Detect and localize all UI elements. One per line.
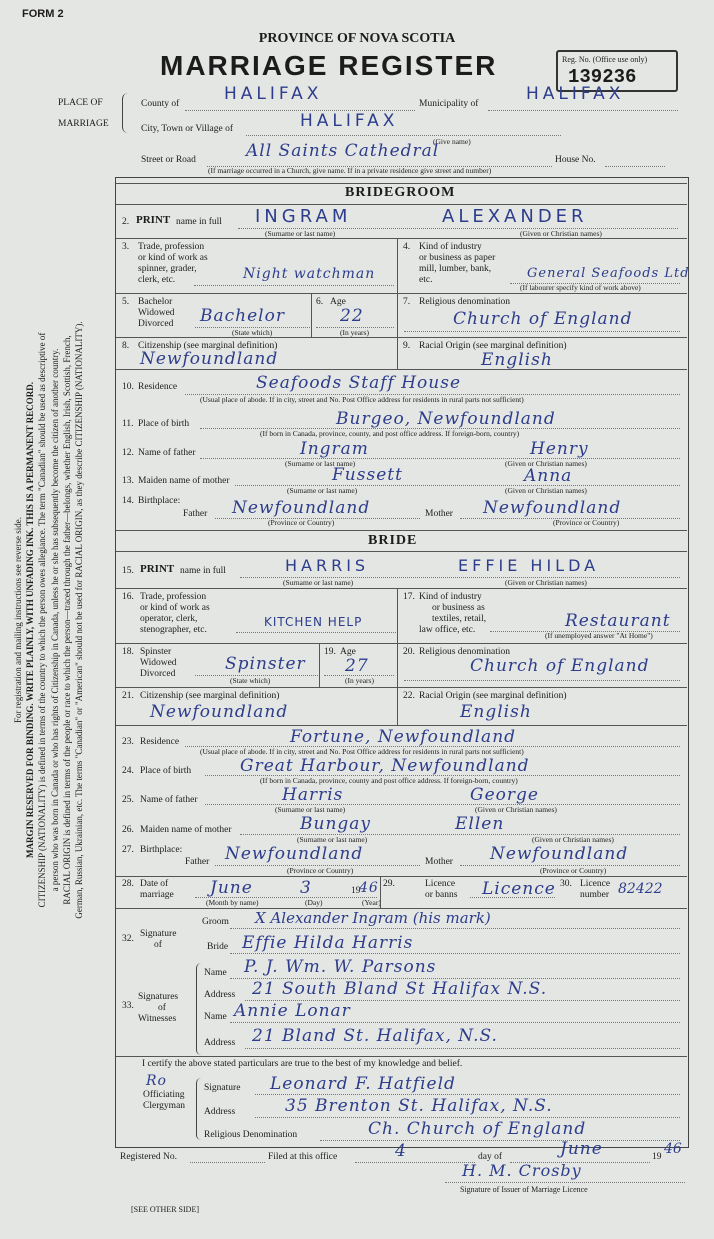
field-14-mother: Mother: [425, 509, 453, 519]
reg-number: 139236: [568, 66, 637, 88]
f13-note-b: (Given or Christian names): [505, 486, 587, 495]
licence-type: Licence: [482, 879, 556, 899]
house-line: [605, 166, 665, 167]
f25-note-a: (Surname or last name): [275, 805, 346, 814]
field-4-note: (If labourer specify kind of work above): [520, 283, 641, 292]
rule: [319, 643, 320, 687]
place-label-1: PLACE OF: [58, 98, 103, 108]
officiating-l2: Clergyman: [143, 1101, 186, 1111]
marriage-month: June: [210, 878, 253, 898]
rule: [116, 369, 687, 370]
issuer-label: Signature of Issuer of Marriage Licence: [460, 1185, 588, 1194]
field-29-num: 29.: [383, 879, 395, 889]
field-2-print: PRINT: [136, 214, 171, 226]
rule: [116, 725, 687, 726]
rule: [116, 687, 687, 688]
municipality-value: HALIFAX: [526, 84, 625, 104]
field-3-l3: spinner, grader,: [138, 264, 197, 274]
field-16-l1: Trade, profession: [140, 592, 207, 602]
field-2-label: name in full: [176, 217, 222, 227]
field-28-l2: marriage: [140, 890, 174, 900]
witnesses-l2: of: [158, 1003, 166, 1013]
f27-note-b: (Province or Country): [540, 866, 607, 875]
witness-2-address: 21 Bland St. Halifax, N.S.: [252, 1026, 498, 1046]
groom-religion: Church of England: [453, 309, 633, 329]
bride-father-given: George: [470, 785, 539, 805]
city-value: HALIFAX: [300, 111, 399, 131]
bride-heading: BRIDE: [368, 533, 418, 548]
clergy-signature: Leonard F. Hatfield: [270, 1074, 456, 1094]
field-18-l3: Divorced: [140, 669, 176, 679]
field-19-num: 19.: [324, 647, 336, 657]
field-22-label: Racial Origin (see marginal definition): [419, 691, 567, 701]
bride-mother-birthplace: Newfoundland: [490, 844, 629, 864]
day-note: (Day): [305, 898, 323, 907]
county-label: County of: [141, 99, 180, 109]
groom-racial: English: [481, 350, 553, 370]
bride-sig-label: Bride: [207, 942, 229, 952]
field-23-label: Residence: [140, 737, 180, 747]
w1-name-label: Name: [204, 968, 227, 978]
field-17-l2: or business as: [432, 603, 485, 613]
province-heading: PROVINCE OF NOVA SCOTIA: [258, 31, 456, 46]
filed-month: June: [560, 1139, 603, 1159]
clergy-sig-label: Signature: [204, 1083, 241, 1093]
w2-name-label: Name: [204, 1012, 227, 1022]
field-10-label: Residence: [138, 382, 178, 392]
rule: [116, 204, 687, 205]
field-17-l3: textiles, retail,: [432, 614, 487, 624]
groom-trade: Night watchman: [243, 266, 376, 282]
filed-year: 46: [664, 1141, 682, 1157]
place-brace: [122, 93, 131, 133]
field-4-l1: Kind of industry: [419, 242, 482, 252]
clergy-address: 35 Brenton St. Halifax, N.S.: [285, 1096, 553, 1116]
field-3-l4: clerk, etc.: [138, 275, 176, 285]
licence-number: 82422: [618, 881, 663, 897]
field-line: [230, 928, 680, 929]
field-17-l1: Kind of industry: [419, 592, 482, 602]
rule: [397, 293, 398, 337]
bridegroom-heading: BRIDEGROOM: [345, 185, 456, 200]
field-line: [445, 1182, 685, 1183]
bride-given-note: (Given or Christian names): [505, 578, 587, 587]
margin-line-2: MARGIN RESERVED FOR BINDING. WRITE PLAINLY, WITH UNFADING INK. THIS IS A PERMANENT RECORD.: [25, 381, 36, 859]
form-number: FORM 2: [22, 8, 64, 20]
bride-father-birthplace: Newfoundland: [225, 844, 364, 864]
bride-religion: Church of England: [470, 656, 650, 676]
margin-line-5: RACIAL ORIGIN is defined in terms of the people or race to which the person—traced through the father—belongs, whether English, Irish, Scottish, French,: [61, 335, 72, 905]
field-25-label: Name of father: [140, 795, 198, 805]
field-25-num: 25.: [122, 795, 134, 805]
field-7-num: 7.: [403, 297, 411, 307]
witness-2-name: Annie Lonar: [234, 1001, 351, 1021]
rule: [397, 643, 398, 687]
rule: [116, 643, 687, 644]
field-5-l3: Divorced: [138, 319, 174, 329]
clergy-denomination: Ch. Church of England: [368, 1119, 587, 1139]
field-8-label: Citizenship (see marginal definition): [138, 341, 278, 351]
f12-note-a: (Surname or last name): [285, 459, 356, 468]
field-line: [470, 897, 555, 898]
street-label: Street or Road: [141, 155, 196, 165]
witnesses-l3: Witnesses: [138, 1014, 177, 1024]
bride-given: EFFIE HILDA: [458, 556, 600, 575]
clergy-brace: [196, 1078, 203, 1140]
rule: [116, 183, 687, 184]
rule: [116, 1056, 687, 1057]
field-27-father: Father: [185, 857, 210, 867]
groom-birthplace: Burgeo, Newfoundland: [336, 409, 556, 429]
place-label-2: MARRIAGE: [58, 119, 109, 129]
field-line: [404, 331, 680, 332]
field-2-num: 2.: [122, 217, 130, 227]
field-20-label: Religious denomination: [419, 647, 511, 657]
groom-birth-note: (If born in Canada, province, county, and post office address. If foreign-born, country): [260, 429, 520, 438]
groom-signature: X Alexander Ingram (his mark): [255, 909, 491, 927]
field-27-mother: Mother: [425, 857, 453, 867]
groom-age: 22: [340, 306, 364, 326]
margin-line-3: CITIZENSHIP (NATIONALITY) is defined in terms of the country to which the person owes allegiance. The term "Canadian" should be used as descriptive of: [37, 332, 48, 908]
f25-note-b: (Given or Christian names): [475, 805, 557, 814]
field-24-num: 24.: [122, 766, 134, 776]
bride-trade: KITCHEN HELP: [264, 615, 363, 629]
field-4-l3: mill, lumber, bank,: [419, 264, 492, 274]
rule: [397, 588, 398, 643]
field-line: [236, 632, 396, 633]
bride-residence: Fortune, Newfoundland: [290, 727, 517, 747]
field-line: [255, 1094, 680, 1095]
margin-instructions: [12, 15, 85, 1225]
certify-statement: I certify the above stated particulars are true to the best of my knowledge and belief.: [142, 1059, 463, 1069]
field-line: [245, 1048, 680, 1049]
field-29-l1: Licence: [425, 879, 456, 889]
house-label: House No.: [555, 155, 596, 165]
bride-birth-note: (If born in Canada, province, county and post office address. If foreign-born, country): [260, 776, 518, 785]
field-21-label: Citizenship (see marginal definition): [140, 691, 280, 701]
groom-father-surname: Ingram: [300, 439, 369, 459]
field-32-l2: of: [154, 940, 162, 950]
field-18-num: 18.: [122, 647, 134, 657]
field-12-num: 12.: [122, 448, 134, 458]
field-13-num: 13.: [122, 476, 134, 486]
field-line: [194, 285, 394, 286]
groom-state-which: (State which): [232, 328, 273, 337]
give-name-note: (Give name): [433, 137, 471, 146]
page-title: MARRIAGE REGISTER: [160, 50, 498, 81]
groom-mother-birthplace: Newfoundland: [483, 498, 622, 518]
bride-age: 27: [345, 656, 369, 676]
filed-label: Filed at this office: [268, 1152, 338, 1162]
field-8-num: 8.: [122, 341, 130, 351]
bride-racial: English: [460, 702, 532, 722]
field-22-num: 22.: [403, 691, 415, 701]
margin-line-4: a person who was born in Canada or who has rights of Citizenship in Canada, unless he or she has subsequently become the citizen of another country.: [49, 348, 60, 892]
rule: [397, 687, 398, 725]
field-5-num: 5.: [122, 297, 130, 307]
field-17-l4: law office, etc.: [419, 625, 476, 635]
field-15-num: 15.: [122, 566, 134, 576]
street-note: (If marriage occurred in a Church, give name. If in a private residence give street and number): [208, 166, 492, 175]
bride-father-surname: Harris: [282, 785, 344, 805]
field-14-father: Father: [183, 509, 208, 519]
f13-note-a: (Surname or last name): [287, 486, 358, 495]
field-26-num: 26.: [122, 825, 134, 835]
field-26-label: Maiden name of mother: [140, 825, 232, 835]
groom-residence: Seafoods Staff House: [256, 373, 462, 393]
field-32-num: 32.: [122, 934, 134, 944]
rule: [397, 238, 398, 293]
county-value: HALIFAX: [224, 84, 323, 104]
groom-father-birthplace: Newfoundland: [232, 498, 371, 518]
bride-birthplace: Great Harbour, Newfoundland: [240, 756, 530, 776]
groom-years-note: (In years): [340, 328, 369, 337]
f14-note-a: (Province or Country): [268, 518, 335, 527]
field-18-l2: Widowed: [140, 658, 177, 668]
clergy-denom-label: Religious Denomination: [204, 1130, 298, 1140]
field-15-print: PRINT: [140, 563, 175, 575]
f14-note-b: (Province or Country): [553, 518, 620, 527]
field-3-l1: Trade, profession: [138, 242, 205, 252]
field-19-label: Age: [340, 647, 356, 657]
witnesses-l1: Signatures: [138, 992, 179, 1002]
rule: [116, 238, 687, 239]
f12-note-b: (Given or Christian names): [505, 459, 587, 468]
field-12-label: Name of father: [138, 448, 196, 458]
field-line: [255, 1117, 680, 1118]
see-other-side: [SEE OTHER SIDE]: [131, 1205, 199, 1214]
field-line: [230, 953, 680, 954]
bride-surname: HARRIS: [285, 556, 370, 575]
field-6-num: 6.: [316, 297, 324, 307]
issuer-signature: H. M. Crosby: [462, 1161, 582, 1180]
field-24-label: Place of birth: [140, 766, 192, 776]
field-30-l1: Licence: [580, 879, 611, 889]
groom-surname-note: (Surname or last name): [265, 229, 336, 238]
groom-given-note: (Given or Christian names): [520, 229, 602, 238]
rule: [311, 293, 312, 337]
field-line: [200, 458, 680, 459]
year-note: (Year): [362, 898, 381, 907]
groom-industry: General Seafoods Ltd: [527, 266, 690, 281]
groom-mother-given: Anna: [524, 466, 573, 486]
bride-years-note: (In years): [345, 676, 374, 685]
witness-1-address: 21 South Bland St Halifax N.S.: [252, 979, 548, 999]
field-7-label: Religious denomination: [419, 297, 511, 307]
field-27-num: 27.: [122, 845, 134, 855]
field-line: [230, 1022, 680, 1023]
field-28-l1: Date of: [140, 879, 169, 889]
field-18-l1: Spinster: [140, 647, 172, 657]
field-4-num: 4.: [403, 242, 411, 252]
field-17-num: 17.: [403, 592, 415, 602]
w2-addr-label: Address: [204, 1038, 236, 1048]
f26-note-a: (Surname or last name): [297, 835, 368, 844]
field-29-l2: or banns: [425, 890, 458, 900]
field-16-l4: stenographer, etc.: [140, 625, 207, 635]
field-32-l1: Signature: [140, 929, 177, 939]
field-10-num: 10.: [122, 382, 134, 392]
field-6-label: Age: [330, 297, 346, 307]
field-line: [404, 680, 680, 681]
city-label: City, Town or Village of: [141, 124, 233, 134]
field-line: [355, 1162, 475, 1163]
filed-year-prefix: 19: [652, 1152, 662, 1162]
rule: [116, 588, 687, 589]
marriage-year-prefix: 19: [351, 886, 361, 896]
field-13-label: Maiden name of mother: [138, 476, 230, 486]
field-30-l2: number: [580, 890, 610, 900]
f27-note-a: (Province or Country): [287, 866, 354, 875]
field-16-l3: operator, clerk,: [140, 614, 198, 624]
field-3-num: 3.: [122, 242, 130, 252]
groom-sig-label: Groom: [202, 917, 229, 927]
rule: [397, 337, 398, 369]
bride-mother-given: Ellen: [455, 814, 505, 834]
municipality-line: [488, 110, 678, 111]
field-3-l2: or kind of work as: [138, 253, 208, 263]
groom-father-given: Henry: [530, 439, 589, 459]
field-30-num: 30.: [560, 879, 572, 889]
rule: [116, 551, 687, 552]
groom-mother-surname: Fussett: [332, 465, 403, 485]
rule: [116, 530, 687, 531]
field-33-num: 33.: [122, 1001, 134, 1011]
field-21-num: 21.: [122, 691, 134, 701]
bride-status: Spinster: [225, 654, 306, 674]
field-17-note: (If unemployed answer "At Home"): [545, 631, 653, 640]
witness-1-name: P. J. Wm. W. Parsons: [244, 957, 437, 977]
margin-line-1: For registration and mailing instructions see reverse side.: [13, 517, 23, 723]
field-line: [190, 1162, 265, 1163]
rule: [116, 876, 687, 877]
street-value: All Saints Cathedral: [246, 141, 440, 161]
field-9-num: 9.: [403, 341, 411, 351]
bride-state-which: (State which): [230, 676, 271, 685]
field-9-label: Racial Origin (see marginal definition): [419, 341, 567, 351]
field-11-num: 11.: [122, 419, 134, 429]
field-16-num: 16.: [122, 592, 134, 602]
clergy-initial: Ro: [146, 1073, 167, 1089]
clergy-addr-label: Address: [204, 1107, 236, 1117]
w1-addr-label: Address: [204, 990, 236, 1000]
bride-res-note: (Usual place of abode. If in city, street and No. Post Office address for residents in rural parts not sufficient): [200, 747, 524, 756]
f26-note-b: (Given or Christian names): [532, 835, 614, 844]
field-20-num: 20.: [403, 647, 415, 657]
field-14-label: Birthplace:: [138, 496, 181, 506]
field-line: [320, 1140, 680, 1141]
field-5-l1: Bachelor: [138, 297, 173, 307]
marriage-year: 46: [359, 880, 379, 896]
field-11-label: Place of birth: [138, 419, 190, 429]
filed-day: 4: [395, 1141, 407, 1161]
witness-brace: [196, 963, 203, 1055]
groom-res-note: (Usual place of abode. If in city, street and No. Post Office address for residents in rural parts not sufficient): [200, 395, 524, 404]
bride-surname-note: (Surname or last name): [283, 578, 354, 587]
bride-citizenship: Newfoundland: [150, 702, 289, 722]
margin-line-6: German, Russian, Ukrainian, etc. The terms "Canadian" or "American" should not be used for RACIAL ORIGIN, as they describe CITIZENSHIP (NATIONALITY).: [74, 321, 85, 919]
field-4-l4: etc.: [419, 275, 433, 285]
groom-citizenship: Newfoundland: [140, 349, 279, 369]
rule: [116, 293, 687, 294]
field-4-l2: or business as paper: [419, 253, 496, 263]
bride-mother-surname: Bungay: [300, 814, 372, 834]
field-23-num: 23.: [122, 737, 134, 747]
groom-given: ALEXANDER: [442, 206, 588, 227]
field-14-num: 14.: [122, 496, 134, 506]
field-5-l2: Widowed: [138, 308, 175, 318]
registered-label: Registered No.: [120, 1152, 177, 1162]
officiating-l1: Officiating: [143, 1090, 185, 1100]
city-line: [246, 135, 561, 136]
groom-surname: INGRAM: [255, 206, 352, 227]
day-of-label: day of: [478, 1152, 503, 1162]
field-27-label: Birthplace:: [140, 845, 183, 855]
bride-industry: Restaurant: [565, 611, 671, 631]
rule: [116, 337, 687, 338]
groom-status: Bachelor: [200, 306, 285, 326]
month-note: (Month by name): [206, 898, 259, 907]
field-28-num: 28.: [122, 879, 134, 889]
marriage-day: 3: [300, 878, 312, 898]
field-15-label: name in full: [180, 566, 226, 576]
bride-signature: Effie Hilda Harris: [242, 933, 414, 953]
municipality-label: Municipality of: [419, 99, 479, 109]
reg-number-label: Reg. No. (Office use only): [562, 55, 648, 64]
field-16-l2: or kind of work as: [140, 603, 210, 613]
rule: [380, 876, 381, 908]
